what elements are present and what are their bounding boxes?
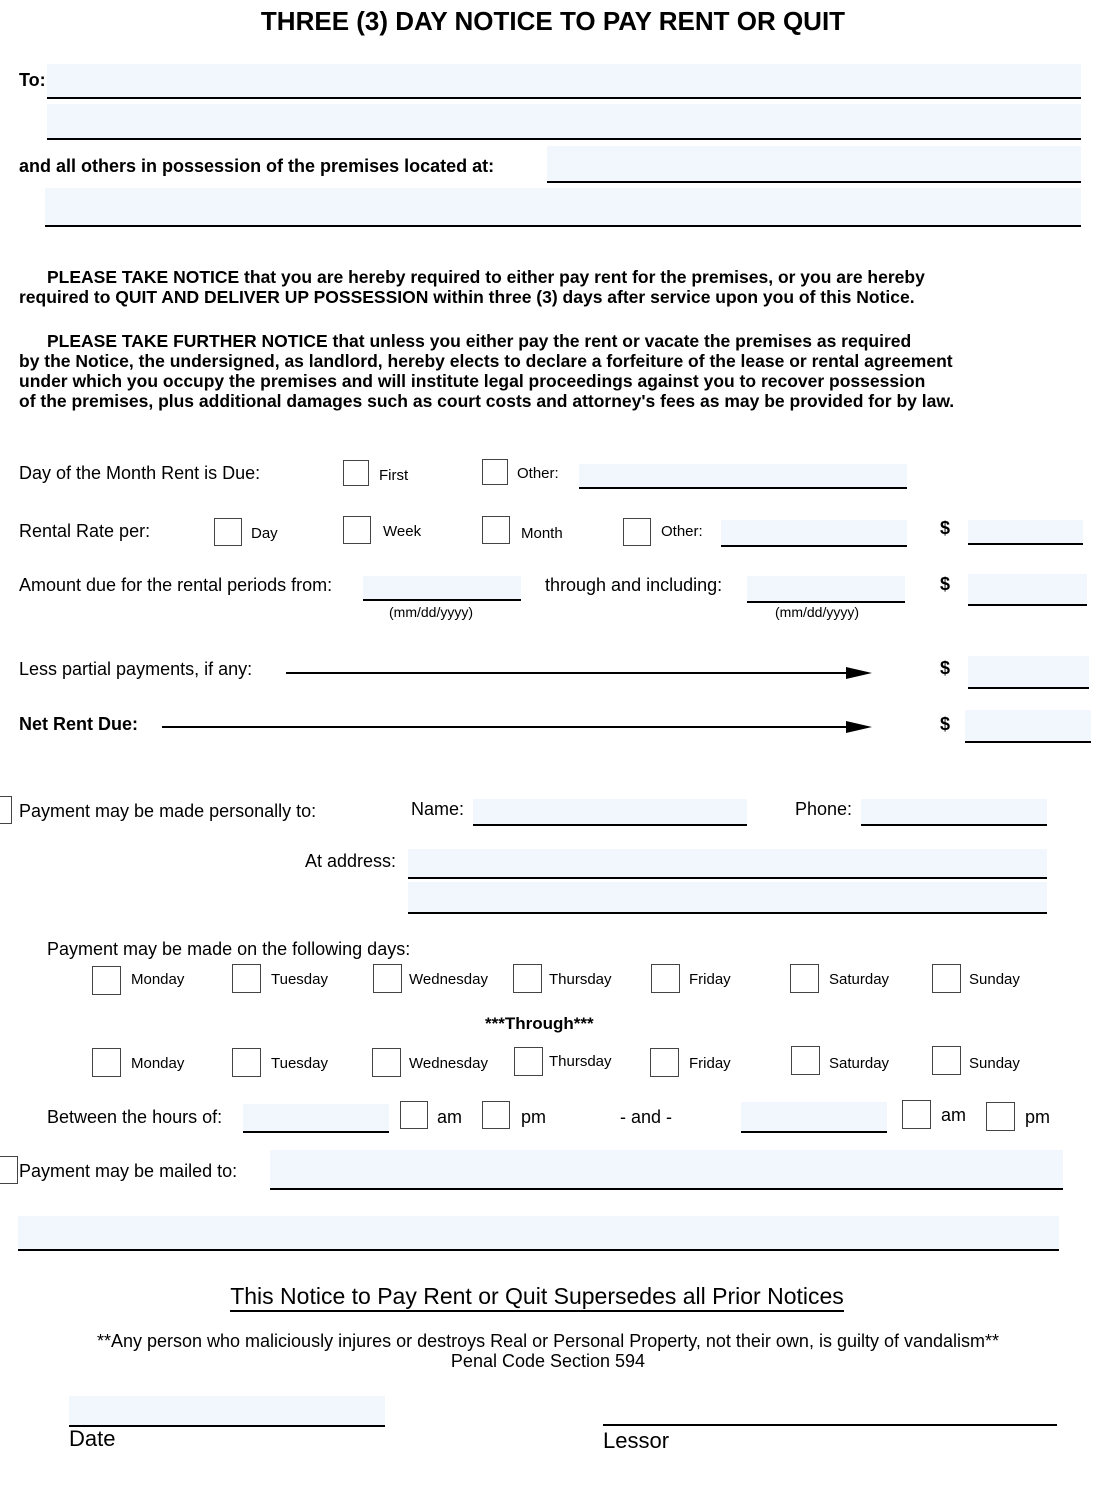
mailed-field-2[interactable] bbox=[18, 1216, 1059, 1251]
hours-start-am-checkbox[interactable] bbox=[400, 1101, 428, 1129]
days-from-thursday-checkbox[interactable] bbox=[513, 964, 542, 993]
supersedes-notice bbox=[0, 1283, 1074, 1310]
amount-due-currency: $ bbox=[940, 574, 951, 594]
partial-arrow-icon bbox=[846, 667, 872, 679]
days-from-wednesday-label: Wednesday bbox=[409, 971, 488, 988]
rate-other-checkbox[interactable] bbox=[623, 518, 651, 546]
to-field-1[interactable] bbox=[47, 64, 1081, 99]
net-label: Net Rent Due: bbox=[19, 714, 139, 734]
rate-other-field[interactable] bbox=[721, 520, 907, 547]
net-arrow-icon bbox=[846, 721, 872, 733]
rent-due-other-checkbox[interactable] bbox=[482, 459, 508, 485]
rent-due-first-checkbox[interactable] bbox=[343, 460, 369, 486]
partial-amount-field[interactable] bbox=[968, 656, 1089, 689]
amount-due-label: Amount due for the rental periods from: bbox=[19, 575, 333, 595]
hours-end-pm-label: pm bbox=[1025, 1107, 1051, 1127]
days-to-monday-checkbox[interactable] bbox=[92, 1048, 121, 1077]
through-separator: ***Through*** bbox=[485, 1014, 594, 1033]
days-to-thursday-label: Thursday bbox=[549, 1053, 612, 1070]
partial-arrow-line bbox=[286, 672, 848, 674]
net-arrow-line bbox=[162, 726, 848, 728]
notice-1-line-2: required to QUIT AND DELIVER UP POSSESSION within three (3) days after service upon you of this Notice. bbox=[19, 287, 915, 307]
pay-personally-checkbox[interactable] bbox=[0, 796, 12, 824]
days-from-tuesday-checkbox[interactable] bbox=[232, 964, 261, 993]
hours-start-pm-checkbox[interactable] bbox=[482, 1101, 510, 1129]
partial-label: Less partial payments, if any: bbox=[19, 659, 253, 679]
hours-start-pm-label: pm bbox=[521, 1107, 547, 1127]
rate-other-label: Other: bbox=[661, 523, 703, 540]
net-currency: $ bbox=[940, 714, 951, 734]
rate-currency: $ bbox=[940, 518, 951, 538]
hours-end-field[interactable] bbox=[741, 1102, 887, 1133]
hours-start-field[interactable] bbox=[243, 1104, 389, 1133]
days-from-tuesday-label: Tuesday bbox=[271, 971, 328, 988]
notice-paragraph-2 bbox=[19, 331, 1099, 411]
lessor-label: Lessor bbox=[603, 1428, 670, 1453]
personal-address-label: At address: bbox=[305, 851, 397, 871]
days-from-thursday-label: Thursday bbox=[549, 971, 612, 988]
days-to-sunday-checkbox[interactable] bbox=[932, 1046, 961, 1075]
days-from-friday-checkbox[interactable] bbox=[651, 964, 680, 993]
days-from-sunday-label: Sunday bbox=[969, 971, 1020, 988]
days-from-saturday-checkbox[interactable] bbox=[790, 964, 819, 993]
mailed-field-1[interactable] bbox=[270, 1150, 1063, 1190]
personal-name-field[interactable] bbox=[473, 799, 747, 826]
personal-phone-label: Phone: bbox=[795, 799, 853, 819]
vandalism-warning: **Any person who maliciously injures or destroys Real or Personal Property, not their own, is guilty of vandalism** bbox=[96, 1331, 1000, 1351]
date-field[interactable] bbox=[69, 1396, 385, 1427]
personal-address-field-1[interactable] bbox=[408, 849, 1047, 879]
personal-name-label: Name: bbox=[411, 799, 465, 819]
personal-phone-field[interactable] bbox=[861, 799, 1047, 826]
days-label: Payment may be made on the following days: bbox=[47, 939, 411, 959]
rate-week-checkbox[interactable] bbox=[343, 516, 371, 544]
notice-1-line-1: PLEASE TAKE NOTICE that you are hereby required to either pay rent for the premises, or you are hereby bbox=[47, 267, 925, 287]
amount-due-field[interactable] bbox=[968, 574, 1087, 606]
rate-amount-field[interactable] bbox=[968, 520, 1083, 545]
personal-label: Payment may be made personally to: bbox=[19, 801, 317, 821]
days-to-sunday-label: Sunday bbox=[969, 1055, 1020, 1072]
rent-due-label: Day of the Month Rent is Due: bbox=[19, 463, 261, 483]
rent-due-other-field[interactable] bbox=[579, 464, 907, 489]
partial-currency: $ bbox=[940, 658, 951, 678]
days-to-thursday-checkbox[interactable] bbox=[514, 1047, 543, 1076]
hours-start-am-label: am bbox=[437, 1107, 463, 1127]
days-from-monday-checkbox[interactable] bbox=[92, 966, 121, 995]
to-label: To: bbox=[19, 70, 46, 90]
notice-2-line-1: PLEASE TAKE FURTHER NOTICE that unless you either pay the rent or vacate the premises as required bbox=[47, 331, 912, 351]
days-from-sunday-checkbox[interactable] bbox=[932, 964, 961, 993]
lessor-signature-line[interactable] bbox=[603, 1424, 1057, 1426]
days-to-tuesday-label: Tuesday bbox=[271, 1055, 328, 1072]
premises-field-1[interactable] bbox=[547, 146, 1081, 183]
days-from-saturday-label: Saturday bbox=[829, 971, 890, 988]
hours-end-am-label: am bbox=[941, 1105, 967, 1125]
page-title: THREE (3) DAY NOTICE TO PAY RENT OR QUIT bbox=[260, 6, 846, 36]
period-from-field[interactable] bbox=[363, 576, 521, 601]
premises-field-2[interactable] bbox=[45, 188, 1081, 227]
rental-rate-label: Rental Rate per: bbox=[19, 521, 151, 541]
notice-paragraph-1 bbox=[19, 267, 1099, 307]
period-from-hint: (mm/dd/yyyy) bbox=[389, 604, 473, 620]
days-to-wednesday-label: Wednesday bbox=[409, 1055, 488, 1072]
date-label: Date bbox=[69, 1426, 116, 1451]
mailed-label: Payment may be mailed to: bbox=[19, 1161, 238, 1181]
personal-address-field-2[interactable] bbox=[408, 882, 1047, 914]
days-to-saturday-label: Saturday bbox=[829, 1055, 890, 1072]
notice-2-line-2: by the Notice, the undersigned, as landlord, hereby elects to declare a forfeiture of the lease or rental agreement bbox=[19, 351, 953, 371]
rate-week-label: Week bbox=[383, 523, 422, 540]
period-through-hint: (mm/dd/yyyy) bbox=[775, 604, 859, 620]
days-to-friday-label: Friday bbox=[689, 1055, 731, 1072]
premises-label: and all others in possession of the premises located at: bbox=[19, 156, 495, 176]
notice-2-line-4: of the premises, plus additional damages such as court costs and attorney's fees as may be provided for by law. bbox=[19, 391, 955, 411]
days-from-wednesday-checkbox[interactable] bbox=[373, 964, 402, 993]
period-through-field[interactable] bbox=[747, 576, 905, 603]
rent-due-other-label: Other: bbox=[517, 465, 559, 482]
pay-mailed-checkbox[interactable] bbox=[0, 1156, 18, 1184]
net-amount-field[interactable] bbox=[965, 710, 1091, 743]
days-to-monday-label: Monday bbox=[131, 1055, 185, 1072]
rate-day-checkbox[interactable] bbox=[214, 518, 242, 546]
hours-end-am-checkbox[interactable] bbox=[902, 1100, 931, 1129]
rate-month-label: Month bbox=[521, 525, 563, 542]
days-to-wednesday-checkbox[interactable] bbox=[372, 1048, 401, 1077]
days-from-friday-label: Friday bbox=[689, 971, 731, 988]
days-to-friday-checkbox[interactable] bbox=[650, 1048, 679, 1077]
rate-month-checkbox[interactable] bbox=[482, 516, 510, 544]
hours-end-pm-checkbox[interactable] bbox=[986, 1102, 1015, 1131]
days-from-monday-label: Monday bbox=[131, 971, 185, 988]
days-to-tuesday-checkbox[interactable] bbox=[232, 1048, 261, 1077]
rent-due-first-label: First bbox=[379, 467, 409, 484]
penal-code: Penal Code Section 594 bbox=[450, 1351, 646, 1371]
notice-2-line-3: under which you occupy the premises and will institute legal proceedings against you to recover possession bbox=[19, 371, 926, 391]
hours-label: Between the hours of: bbox=[47, 1107, 223, 1127]
to-field-2[interactable] bbox=[47, 104, 1081, 140]
supersedes-text: This Notice to Pay Rent or Quit Supersedes all Prior Notices bbox=[230, 1283, 844, 1312]
rate-day-label: Day bbox=[251, 525, 278, 542]
days-to-saturday-checkbox[interactable] bbox=[791, 1046, 820, 1075]
hours-and-label: - and - bbox=[620, 1107, 673, 1127]
through-label: through and including: bbox=[545, 575, 723, 595]
